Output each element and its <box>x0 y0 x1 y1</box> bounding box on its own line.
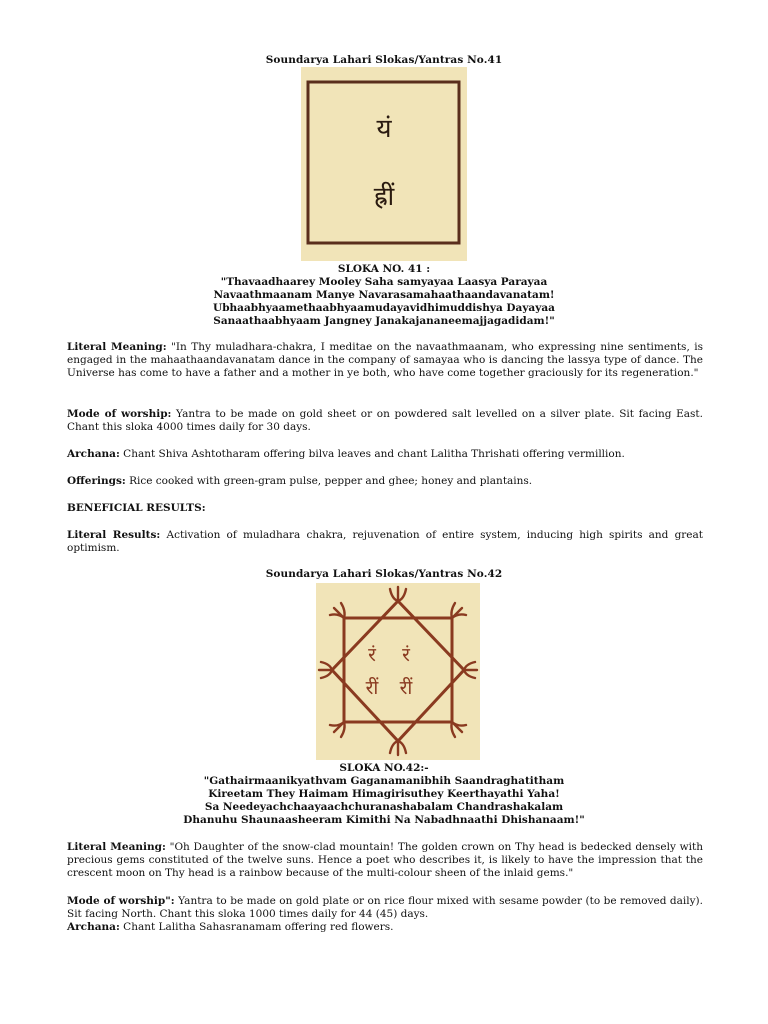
yantra-42-image <box>316 583 480 760</box>
yantra-42-rim-right: रीं <box>399 677 413 699</box>
literal-meaning-41-label: Literal Meaning: <box>67 341 167 353</box>
yantra-41-image <box>301 67 467 261</box>
section-42-heading: Soundarya Lahari Slokas/Yantras No.42 <box>265 568 503 580</box>
offerings-41-label: Offerings: <box>67 475 126 487</box>
sloka-42-line-2: Kireetam They Haimam Himagirisuthey Keerthayathi Yaha! <box>208 788 560 800</box>
sloka-42-line-4: Dhanuhu Shaunaasheeram Kimithi Na Nabadhnaathi Dhishanaam!" <box>183 814 585 826</box>
sloka-42-title: SLOKA NO.42:- <box>339 762 429 774</box>
section-41-heading: Soundarya Lahari Slokas/Yantras No.41 <box>265 54 503 66</box>
mode-42-label: Mode of worship": <box>67 895 175 907</box>
sloka-41-line-2: Navaathmaanam Manye Navarasamahaathaandavanatam! <box>213 289 555 301</box>
archana-41-label: Archana: <box>67 448 120 460</box>
literal-meaning-42-label: Literal Meaning: <box>67 841 166 853</box>
archana-41-text: Chant Shiva Ashtotharam offering bilva leaves and chant Lalitha Thrishati offering vermillion. <box>119 448 625 460</box>
literal-meaning-42-text: "Oh Daughter of the snow-clad mountain! The golden crown on Thy head is bedecked densely with precious gems constituted of the twelve suns. Hence a poet who describes it, is likely to have the impression that the crescent moon on Thy head is a rainbow because of the multi-colour sheen of the inlaid gems." <box>67 841 703 879</box>
mode-of-worship-41 <box>67 408 703 434</box>
mode-41-text: Yantra to be made on gold sheet or on powdered salt levelled on a silver plate. Sit facing East. Chant this sloka 4000 times daily for 30 days. <box>67 408 703 433</box>
literal-meaning-42 <box>67 841 703 880</box>
sloka-41-block <box>0 263 768 328</box>
sloka-42-line-3: Sa Needeyachchaayaachchuranashabalam Chandrashakalam <box>204 801 564 813</box>
yantra-41-char-bottom: ह्रीं <box>373 182 395 212</box>
sloka-42-block <box>0 762 768 827</box>
literal-meaning-41 <box>67 341 703 380</box>
archana-42-label: Archana: <box>67 921 120 933</box>
mode-of-worship-42 <box>67 895 703 921</box>
offerings-41 <box>67 475 703 488</box>
sloka-42-line-1: "Gathairmaanikyathvam Gaganamanibhih Saandraghatitham <box>203 775 565 787</box>
beneficial-results-heading: BENEFICIAL RESULTS: <box>67 502 206 514</box>
archana-41 <box>67 448 703 461</box>
results-41-label: Literal Results: <box>67 529 161 541</box>
mode-41-label: Mode of worship: <box>67 408 172 420</box>
offerings-41-text: Rice cooked with green-gram pulse, pepper and ghee; honey and plantains. <box>125 475 533 487</box>
sloka-41-line-1: "Thavaadhaarey Mooley Saha samyayaa Laasya Parayaa <box>220 276 548 288</box>
yantra-42-rim-left: रीं <box>365 677 379 699</box>
yantra-42-ram-right: रं <box>402 644 410 666</box>
sloka-41-line-3: Ubhaabhyaamethaabhyaamudayavidhimuddishya Dayayaa <box>213 302 555 314</box>
sloka-41-line-4: Sanaathaabhyaam Jangney Janakajananeemajjagadidam!" <box>213 315 555 327</box>
mode-42-text: Yantra to be made on gold plate or on rice flour mixed with sesame powder (to be removed daily). Sit facing North. Chant this sloka 1000 times daily for 44 (45) days. <box>67 895 703 920</box>
literal-results-41 <box>67 529 703 555</box>
sloka-41-title: SLOKA NO. 41 : <box>337 263 431 275</box>
archana-42 <box>67 921 703 934</box>
results-41-text: Activation of muladhara chakra, rejuvenation of entire system, inducing high spirits and great optimism. <box>67 529 704 554</box>
yantra-42-ram-left: रं <box>368 644 376 666</box>
archana-42-text: Chant Lalitha Sahasranamam offering red flowers. <box>119 921 394 933</box>
yantra-41-char-top: यं <box>376 114 392 144</box>
literal-meaning-41-text: "In Thy muladhara-chakra, I meditae on the navaathmaanam, who expressing nine sentiments, is engaged in the mahaathaandavanatam dance in the company of samayaa who is dancing the lassya type of dance. The Universe has come to have a father and a mother in ye both, who have come together graciously for its regeneration." <box>67 341 704 379</box>
